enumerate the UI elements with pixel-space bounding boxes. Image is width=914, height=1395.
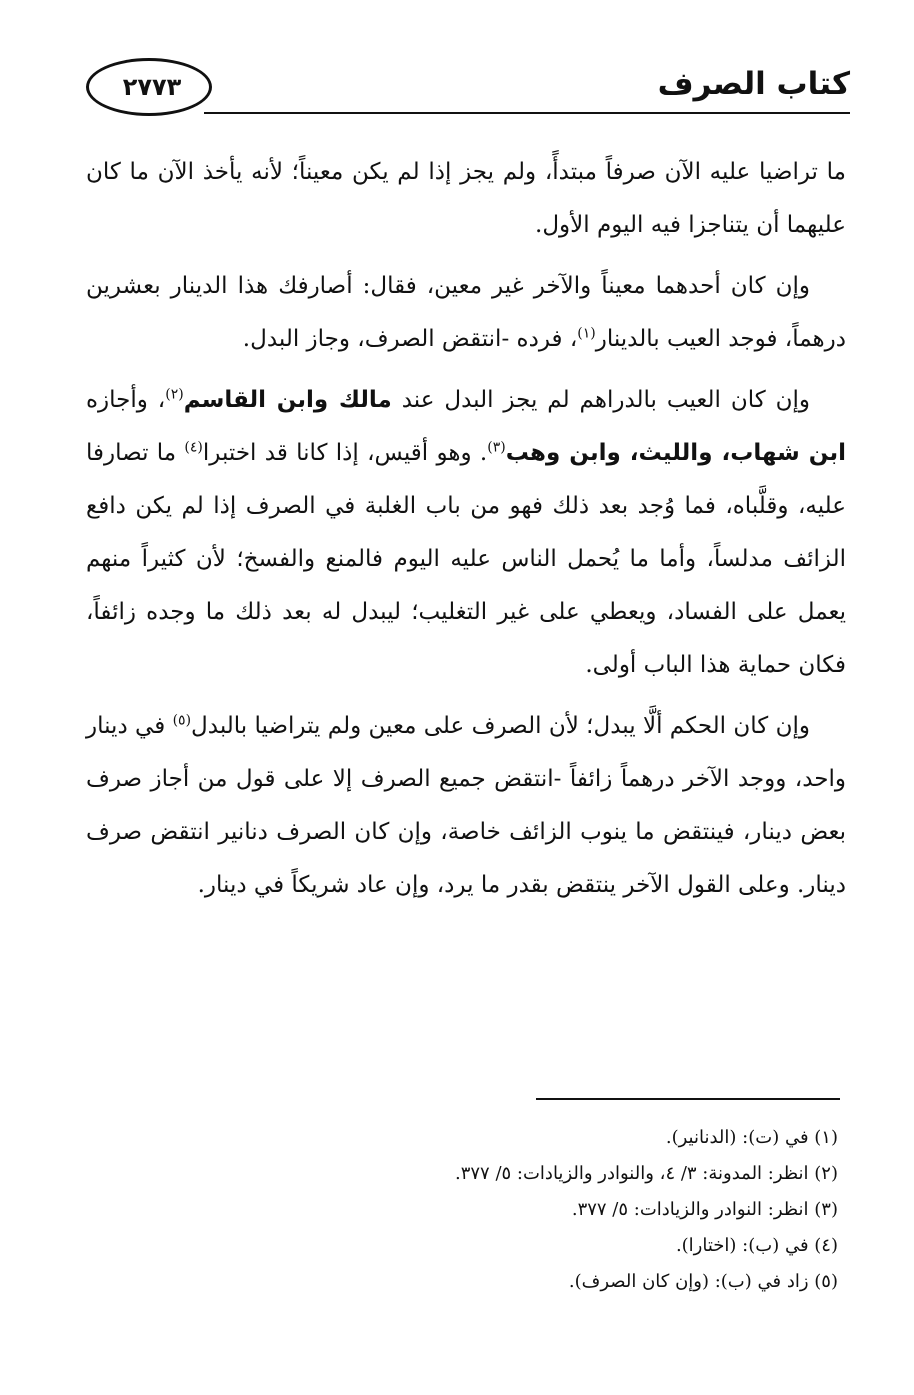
footnote-ref-4: (٤) — [184, 439, 203, 456]
paragraph-text: ، وأجازه — [86, 387, 166, 413]
paragraph-text: وإن كان أحدهما معيناً والآخر غير معين، فقال: أصارفك هذا الدينار بعشرين درهماً، فوجد العيب بالدينار — [86, 273, 846, 352]
footnote-separator — [536, 1098, 840, 1100]
footnote-4: (٤) في (ب): (اختارا). — [675, 1235, 838, 1256]
paragraph-text: ما تصارفا عليه، وقلَّباه، فما وُجد بعد ذلك فهو من باب الغلبة في الصرف إذا لم يكن دافع الزائف مدلساً، وأما ما يُحمل الناس عليه اليوم فالمنع والفسخ؛ لأن كثيراً منهم يعمل على الفساد، ويعطي على غير التغليب؛ ليبدل له بعد ذلك ما وجده زائفاً، فكان حماية هذا الباب أولى. — [86, 440, 846, 678]
footnote-1: (١) في (ت): (الدنانير). — [665, 1127, 838, 1148]
page-number-oval — [86, 58, 212, 116]
page-header — [86, 58, 850, 120]
paragraph-2 — [86, 260, 846, 366]
bold-names-2: ابن شهاب، والليث، وابن وهب — [505, 440, 846, 466]
paragraph-text: ، فرده -انتقض الصرف، وجاز البدل. — [242, 326, 578, 352]
paragraph-3 — [86, 374, 846, 692]
paragraph-text: وإن كان الحكم ألَّا يبدل؛ لأن الصرف على معين ولم يتراضيا بالبدل — [191, 713, 810, 739]
footnote-ref-3: (٣) — [487, 439, 506, 456]
paragraph-text: وإن كان العيب بالدراهم لم يجز البدل عند — [391, 387, 810, 413]
footnote-2: (٢) انظر: المدونة: ٣/ ٤، والنوادر والزيادات: ٥/ ٣٧٧. — [454, 1163, 838, 1184]
footnote-ref-2: (٢) — [165, 386, 184, 403]
page-number: ٢٧٧٣ — [122, 73, 182, 101]
paragraph-text: ما تراضيا عليه الآن صرفاً مبتدأً، ولم يجز إذا لم يكن معيناً؛ لأنه يأخذ الآن ما كان عليهما أن يتناجزا فيه اليوم الأول. — [86, 159, 846, 238]
bold-names-1: مالك وابن القاسم — [183, 387, 392, 413]
paragraph-text: في دينار واحد، ووجد الآخر درهماً زائفاً -انتقض جميع الصرف إلا على قول من أجاز صرف بعض دينار، فينتقض ما ينوب الزائف خاصة، وإن كان الصرف دنانير انتقض صرف دينار. وعلى القول الآخر ينتقض بقدر ما يرد، وإن عاد شريكاً في دينار. — [86, 713, 846, 898]
paragraph-text: . وهو أقيس، إذا كانا قد اختبرا — [202, 440, 488, 466]
main-text — [86, 146, 846, 920]
paragraph-4 — [86, 700, 846, 912]
footnote-ref-5: (٥) — [172, 712, 192, 729]
footnote-3: (٣) انظر: النوادر والزيادات: ٥/ ٣٧٧. — [571, 1199, 838, 1220]
book-title: كتاب الصرف — [657, 66, 850, 102]
footnote-5: (٥) زاد في (ب): (وإن كان الصرف). — [568, 1271, 838, 1292]
header-rule — [204, 112, 850, 114]
footnote-ref-1: (١) — [577, 325, 596, 342]
footnotes — [86, 1120, 838, 1300]
paragraph-1 — [86, 146, 846, 252]
